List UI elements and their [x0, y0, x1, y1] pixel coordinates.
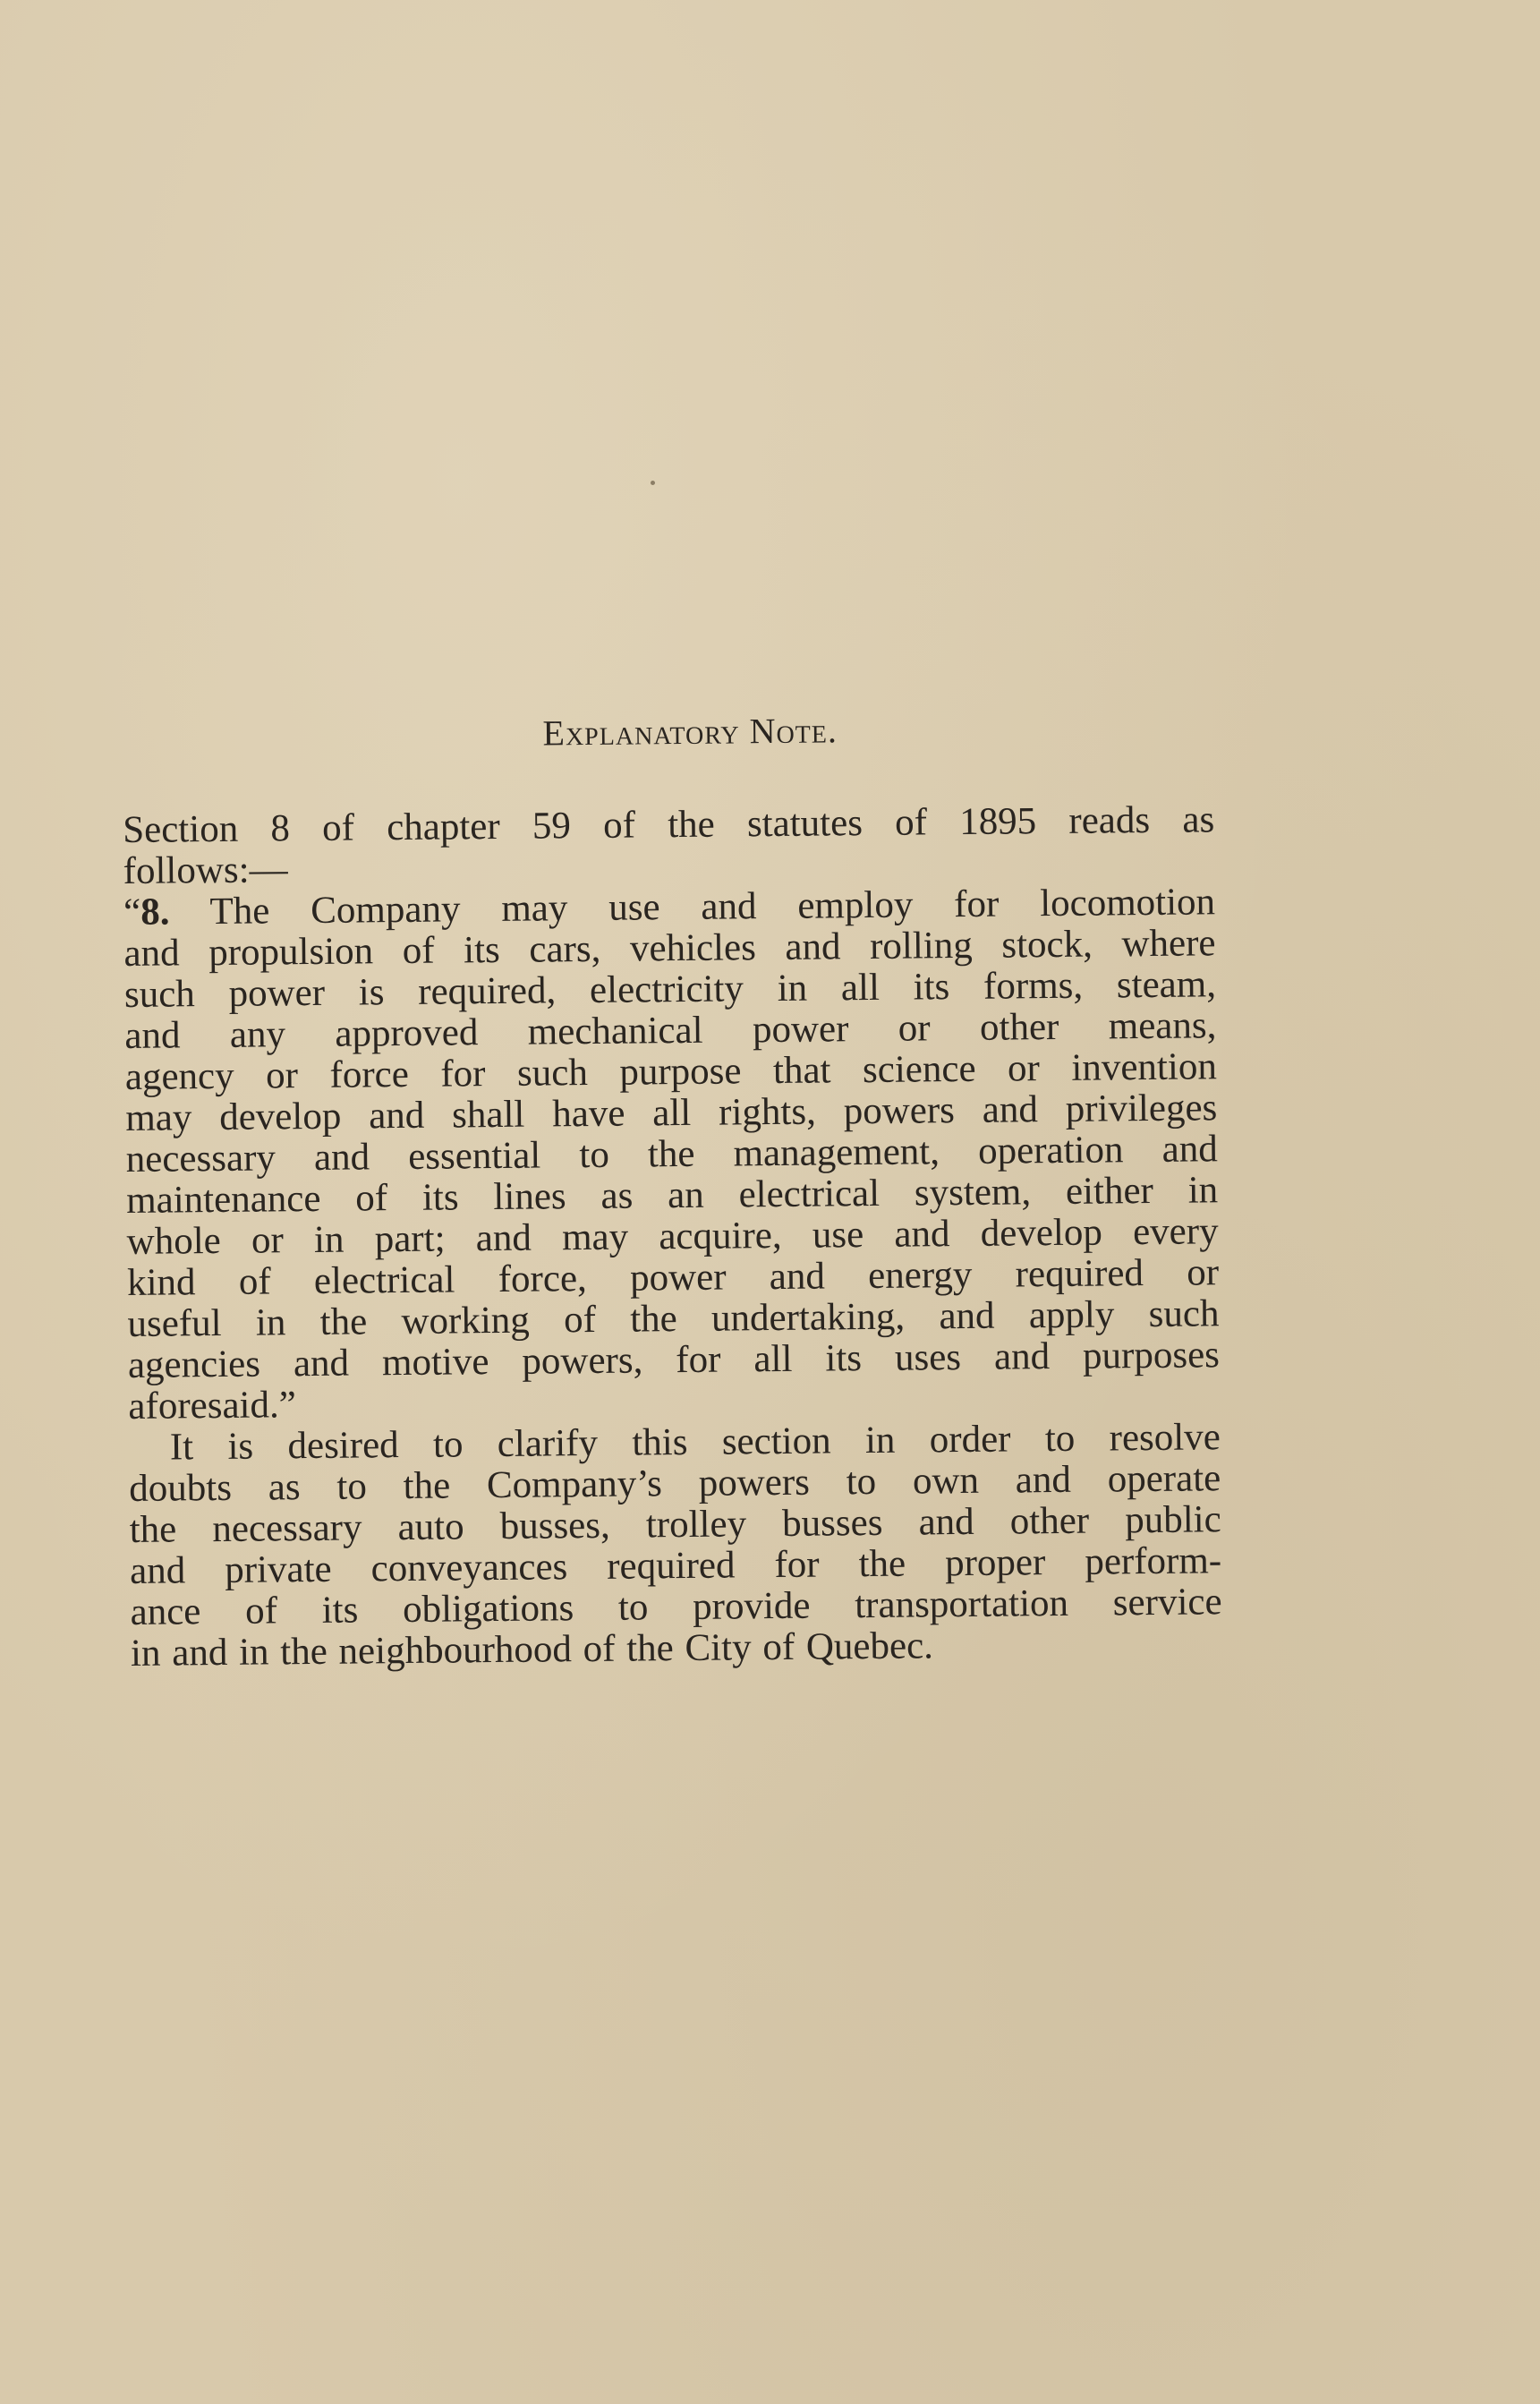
- intro-line: follows:—: [123, 848, 288, 892]
- quote-line: useful in the working of the undertaking, and apply such: [127, 1292, 1220, 1345]
- quote-line: aforesaid.”: [128, 1384, 297, 1428]
- closing-line: and private conveyances required for the proper perform-: [129, 1539, 1222, 1592]
- quote-line: agencies and motive powers, for all its uses and purposes: [127, 1334, 1221, 1386]
- closing-line: the necessary auto busses, trolley busses and other public: [129, 1498, 1221, 1551]
- note-heading: Explanatory Note.: [542, 710, 838, 754]
- closing-line: doubts as to the Company’s powers to own and operate: [129, 1457, 1221, 1510]
- quote-line: agency or force for such purpose that science or invention: [124, 1045, 1218, 1098]
- closing-line: ance of its obligations to provide transportation service: [130, 1581, 1222, 1633]
- quote-line-text: The Company may use and employ for locomotion: [169, 881, 1216, 933]
- quote-open-mark: “: [123, 891, 141, 933]
- quote-line: necessary and essential to the management, operation and: [125, 1128, 1218, 1181]
- intro-paragraph: [123, 799, 1215, 892]
- paper-speck: [651, 481, 655, 485]
- quote-line: and any approved mechanical power or other means,: [124, 1004, 1217, 1057]
- quote-line: kind of electrical force, power and energy required or: [126, 1251, 1220, 1304]
- intro-line: Section 8 of chapter 59 of the statutes of 1895 reads as: [122, 798, 1215, 851]
- explanatory-note: [122, 705, 1222, 1675]
- quote-line: and propulsion of its cars, vehicles and rolling stock, where: [123, 922, 1216, 975]
- quote-line: maintenance of its lines as an electrical system, either in: [125, 1169, 1219, 1222]
- closing-line: It is desired to clarify this section in order to resolve: [169, 1416, 1221, 1469]
- quote-line: whole or in part; and may acquire, use and develop every: [126, 1210, 1219, 1263]
- section-number: 8.: [140, 891, 170, 933]
- quote-line: may develop and shall have all rights, powers and privileges: [125, 1087, 1218, 1139]
- quoted-section: [123, 882, 1221, 1428]
- quote-line: such power is required, electricity in all its forms, steam,: [123, 963, 1217, 1016]
- closing-paragraph: [129, 1417, 1223, 1675]
- closing-line: in and in the neighbourhood of the City of Quebec.: [130, 1624, 934, 1675]
